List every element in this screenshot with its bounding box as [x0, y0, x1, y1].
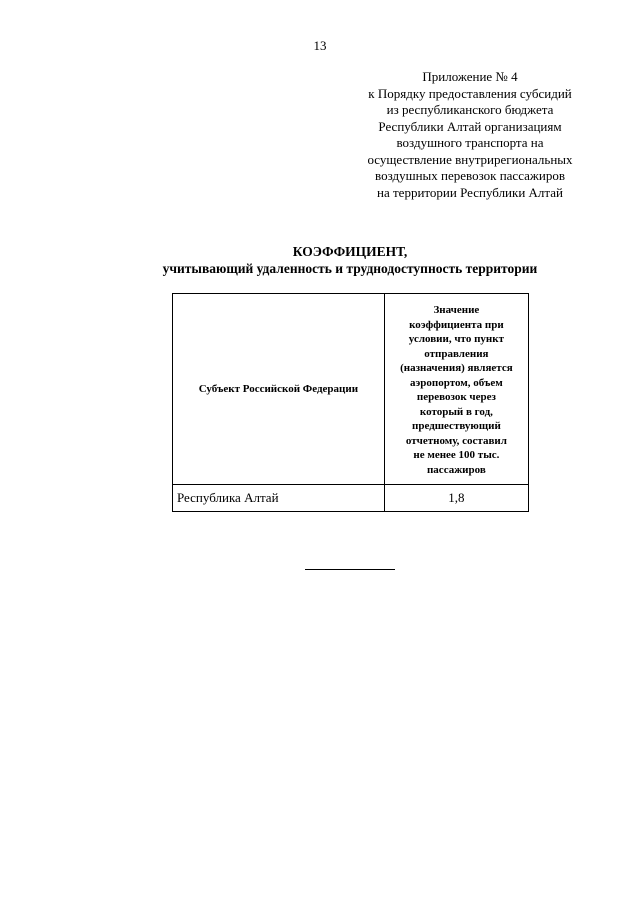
end-divider: [305, 569, 395, 570]
appendix-line: воздушных перевозок пассажиров: [375, 168, 565, 183]
title-subtitle: учитывающий удаленность и труднодоступность территории: [162, 261, 538, 276]
header-subject: Субъект Российской Федерации: [173, 294, 385, 485]
header-value-line: который в год,: [419, 405, 493, 418]
appendix-line: к Порядку предоставления субсидий: [368, 85, 572, 101]
header-value: [384, 294, 528, 485]
table-row: [173, 485, 529, 512]
appendix-heading: [330, 69, 610, 201]
header-value-line: предшествующий: [412, 420, 501, 432]
document-title: [0, 243, 640, 277]
header-value-line: условии, что пункт: [408, 333, 504, 345]
header-value-line: (назначения) является: [400, 362, 513, 374]
appendix-line: воздушного транспорта на: [396, 135, 544, 150]
appendix-line: Республики Алтай организациям: [378, 118, 562, 134]
header-value-line: аэропортом, объем: [410, 376, 503, 389]
header-value-line: Значение: [433, 304, 480, 316]
appendix-line: осуществление внутрирегиональных: [367, 151, 573, 167]
header-value-line: отчетному, составил: [405, 434, 507, 447]
cell-subject: Республика Алтай: [173, 485, 385, 512]
cell-value: 1,8: [384, 485, 528, 512]
header-value-line: пассажиров: [426, 463, 486, 476]
appendix-line: на территории Республики Алтай: [377, 184, 563, 200]
header-value-line: отправления: [424, 347, 489, 360]
header-value-line: коэффициента при: [409, 318, 504, 331]
header-value-line: перевозок через: [416, 391, 496, 403]
page-number: 13: [313, 38, 327, 53]
appendix-line: Приложение № 4: [422, 69, 518, 84]
appendix-line: из республиканского бюджета: [386, 102, 554, 117]
coefficient-table: [172, 293, 529, 512]
title-main: КОЭФФИЦИЕНТ,: [292, 244, 408, 259]
table-header-row: [173, 294, 529, 485]
header-value-line: не менее 100 тыс.: [413, 449, 500, 461]
